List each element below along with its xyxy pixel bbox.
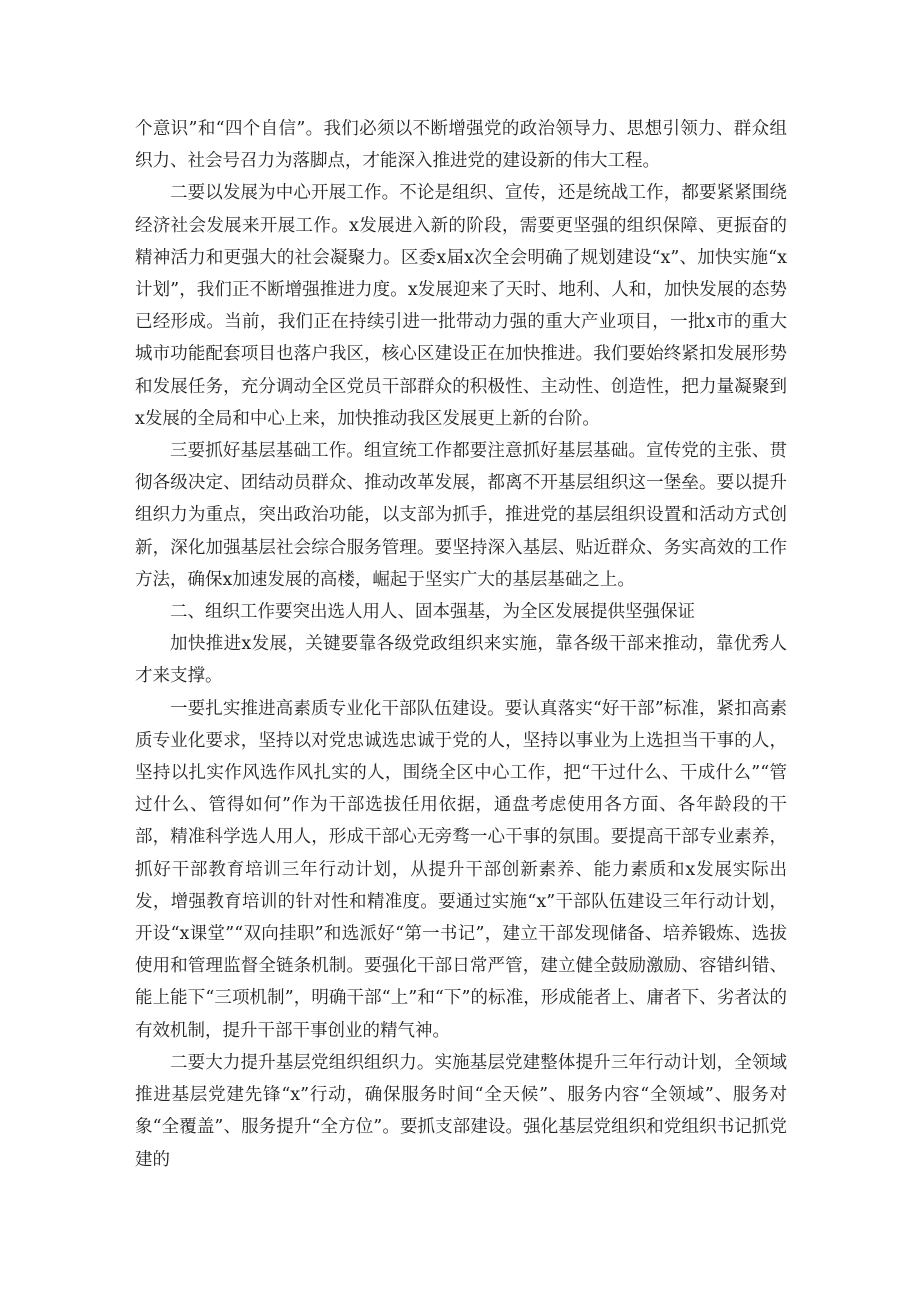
paragraph-party-organization-capacity: 二要大力提升基层党组织组织力。实施基层党建整体提升三年行动计划，全领域推进基层党建先锋“x”行动，确保服务时间“全天候”、服务内容“全领域”、服务对象“全覆盖”、服务提升“全方位”。要抓支部建设。强化基层党组织和党组织书记抓党建的 [135, 1052, 787, 1170]
paragraph-continuation: 个意识”和“四个自信”。我们必须以不断增强党的政治领导力、思想引领力、群众组织力、社会号召力为落脚点，才能深入推进党的建设新的伟大工程。 [135, 119, 787, 172]
paragraph-cadre-team-building: 一要扎实推进高素质专业化干部队伍建设。要认真落实“好干部”标准，紧扣高素质专业化要求，坚持以对党忠诚选忠诚于党的人，坚持以事业为上选担当干事的人，坚持以扎实作风选作风扎实的人，围绕全区中心工作，把“干过什么、干成什么”“管过什么、管得如何”作为干部选拔任用依据，通盘考虑使用各方面、各年龄段的干部，精准科学选人用人，形成干部心无旁骛一心干事的氛围。要提高干部专业素养，抓好干部教育培训三年行动计划，从提升干部创新素养、能力素质和x发展实际出发，增强教育培训的针对性和精准度。要通过实施“x”干部队伍建设三年行动计划，开设“x课堂”“双向挂职”和选派好“第一书记”，建立干部发现储备、培养锻炼、选拔使用和管理监督全链条机制。要强化干部日常严管，建立健全鼓励激励、容错纠错、能上能下“三项机制”，明确干部“上”和“下”的标准，形成能者上、庸者下、劣者汰的有效机制，提升干部干事创业的精气神。 [135, 698, 787, 1041]
paragraph-intro-support: 加快推进x发展，关键要靠各级党政组织来实施，靠各级干部来推动，靠优秀人才来支撑。 [135, 634, 787, 687]
paragraph-grassroots-foundation: 三要抓好基层基础工作。组宣统工作都要注意抓好基层基础。宣传党的主张、贯彻各级决定、团结动员群众、推动改革发展，都离不开基层组织这一堡垒。要以提升组织力为重点，突出政治功能，以支部为抓手，推进党的基层组织设置和活动方式创新，深化加强基层社会综合服务管理。要坚持深入基层、贴近群众、务实高效的工作方法，确保x加速发展的高楼，崛起于坚实广大的基层基础之上。 [135, 441, 787, 590]
document-page [135, 113, 787, 1176]
section-heading-organization-work: 二、组织工作要突出选人用人、固本强基，为全区发展提供坚强保证 [170, 602, 695, 623]
paragraph-development-center: 二要以发展为中心开展工作。不论是组织、宣传，还是统战工作，都要紧紧围绕经济社会发展来开展工作。x发展进入新的阶段，需要更坚强的组织保障、更振奋的精神活力和更强大的社会凝聚力。区委x届x次全会明确了规划建设“x”、加快实施“x计划”，我们正不断增强推进力度。x发展迎来了天时、地利、人和，加快发展的态势已经形成。当前，我们正在持续引进一批带动力强的重大产业项目，一批x市的重大城市功能配套项目也落户我区，核心区建设正在加快推进。我们要始终紧扣发展形势和发展任务，充分调动全区党员干部群众的积极性、主动性、创造性，把力量凝聚到x发展的全局和中心上来，加快推动我区发展更上新的台阶。 [135, 183, 787, 429]
